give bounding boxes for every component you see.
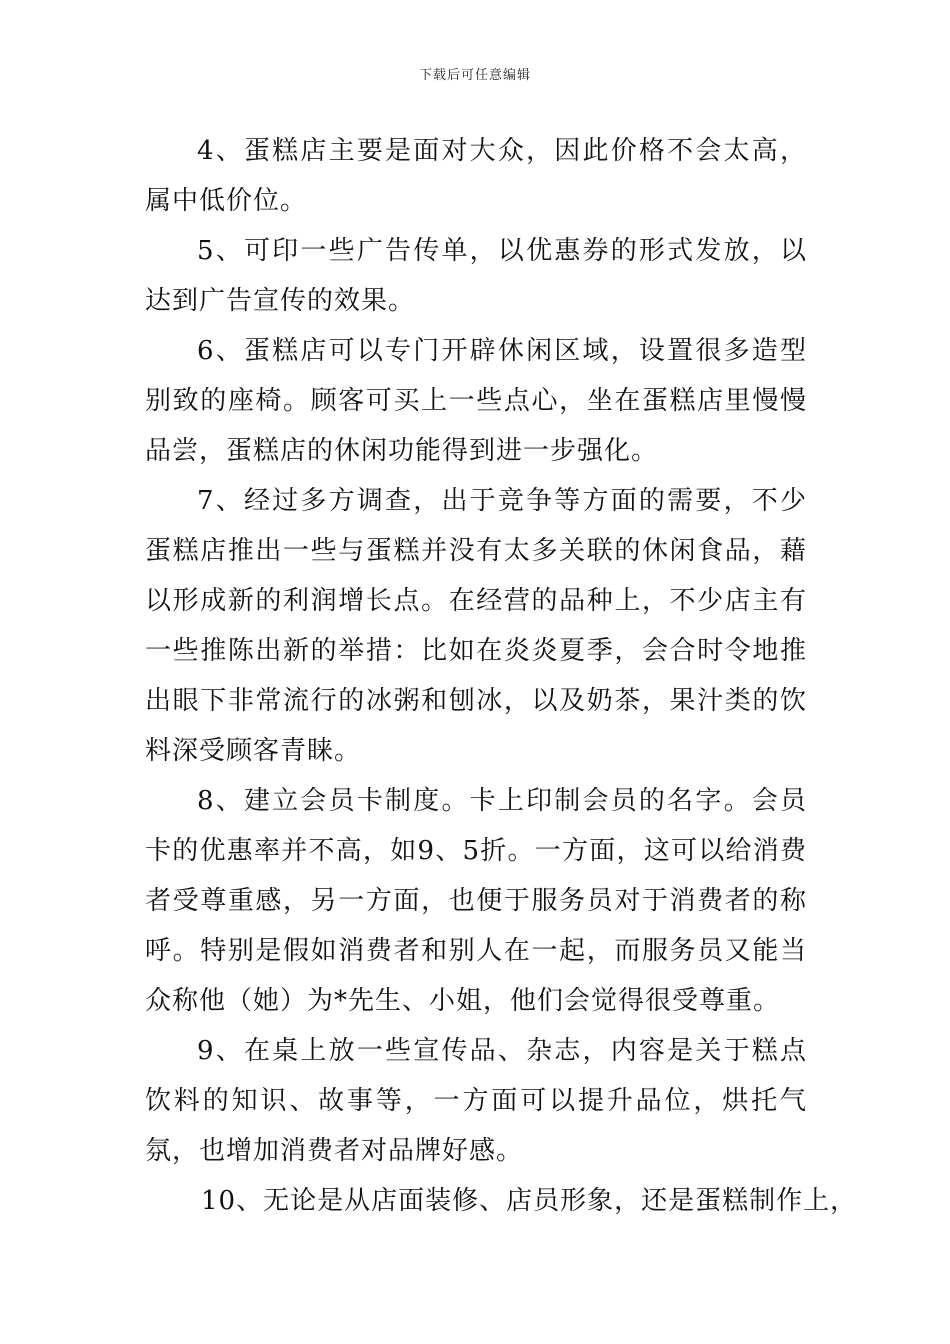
paragraph-item-5: 5、可印一些广告传单，以优惠券的形式发放，以达到广告宣传的效果。 [145, 236, 807, 316]
paragraph-item-8: 8、建立会员卡制度。卡上印制会员的名字。会员卡的优惠率并不高，如9、5折。一方面，这可以给消费者受尊重感，另一方面，也便于服务员对于消费者的称呼。特别是假如消费者和别人在一起，而服务员又能当众称他（她）为*先生、小姐，他们会觉得很受尊重。 [145, 786, 807, 1016]
paragraph-item-9: 9、在桌上放一些宣传品、杂志，内容是关于糕点饮料的知识、故事等，一方面可以提升品位，烘托气氛，也增加消费者对品牌好感。 [145, 1036, 807, 1166]
paragraph-item-7: 7、经过多方调查，出于竞争等方面的需要，不少蛋糕店推出一些与蛋糕并没有太多关联的休闲食品，藉以形成新的利润增长点。在经营的品种上，不少店主有一些推陈出新的举措：比如在炎炎夏季，会合时令地推出眼下非常流行的冰粥和刨冰，以及奶茶，果汁类的饮料深受顾客青睐。 [145, 486, 807, 766]
document-body [145, 126, 858, 1226]
paragraph-item-6: 6、蛋糕店可以专门开辟休闲区域，设置很多造型别致的座椅。顾客可买上一些点心，坐在蛋糕店里慢慢品尝，蛋糕店的休闲功能得到进一步强化。 [145, 336, 807, 466]
paragraph-item-4: 4、蛋糕店主要是面对大众，因此价格不会太高，属中低价位。 [145, 136, 807, 216]
paragraph-item-10: 10、无论是从店面装修、店员形象，还是蛋糕制作上， [201, 1186, 858, 1216]
page-header: 下载后可任意编辑 [418, 68, 531, 83]
